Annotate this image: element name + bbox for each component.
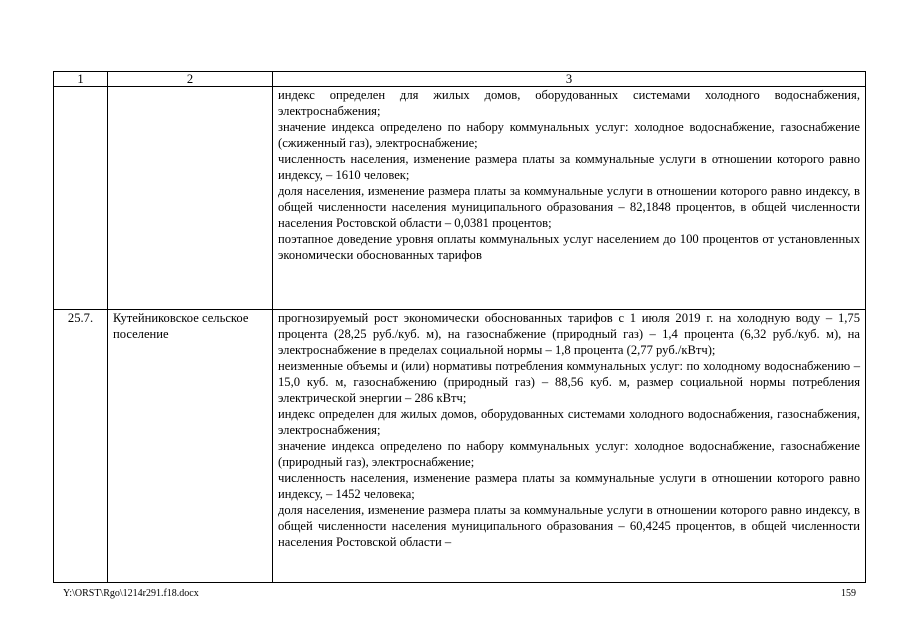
footer-file-path: Y:\ORST\Rgo\1214r291.f18.docx (63, 588, 199, 599)
paragraph: индекс определен для жилых домов, оборудованных системами холодного водоснабжения, электроснабжения; (278, 88, 860, 118)
row-number: 25.7. (54, 310, 108, 583)
paragraph: индекс определен для жилых домов, оборудованных системами холодного водоснабжения, газоснабжения, электроснабжения; (278, 407, 860, 437)
header-cell-1: 1 (54, 72, 108, 87)
document-table (53, 71, 866, 583)
page-number: 159 (841, 588, 856, 599)
paragraph: значение индекса определено по набору коммунальных услуг: холодное водоснабжение, газоснабжение (сжиженный газ), электроснабжение; (278, 120, 860, 150)
paragraph: численность населения, изменение размера платы за коммунальные услуги в отношении которого равно индексу, – 1610 человек; (278, 152, 860, 182)
paragraph: доля населения, изменение размера платы за коммунальные услуги в отношении которого равно индексу, в общей численности населения муниципального образования – 60,4245 процентов, в общей численности населения Ростовской области – (278, 503, 860, 549)
row-description (273, 310, 866, 583)
paragraph: численность населения, изменение размера платы за коммунальные услуги в отношении которого равно индексу, – 1452 человека; (278, 471, 860, 501)
paragraph: значение индекса определено по набору коммунальных услуг: холодное водоснабжение, газоснабжение (природный газ), электроснабжение; (278, 439, 860, 469)
paragraph: поэтапное доведение уровня оплаты коммунальных услуг населением до 100 процентов от установленных экономически обоснованных тарифов (278, 232, 860, 262)
row-name (108, 87, 273, 310)
header-cell-2: 2 (108, 72, 273, 87)
paragraph: прогнозируемый рост экономически обоснованных тарифов с 1 июля 2019 г. на холодную воду – 1,75 процента (28,25 руб./куб. м), на газоснабжение (природный газ) – 1,4 процента (6,32 руб./куб. м), на электроснабжение в пределах социальной нормы – 1,8 процента (2,77 руб./кВтч); (278, 311, 860, 357)
row-description (273, 87, 866, 310)
table-row (54, 87, 866, 310)
paragraph: неизменные объемы и (или) нормативы потребления коммунальных услуг: по холодному водоснабжению – 15,0 куб. м, газоснабжению (природный газ) – 88,56 куб. м, размер социальной нормы потребления электрической энергии – 286 кВтч; (278, 359, 860, 405)
row-number (54, 87, 108, 310)
table-header-row (54, 72, 866, 87)
paragraph: доля населения, изменение размера платы за коммунальные услуги в отношении которого равно индексу, в общей численности населения муниципального образования – 82,1848 процентов, в общей численности населения Ростовской области – 0,0381 процентов; (278, 184, 860, 230)
row-name: Кутейниковское сельское поселение (108, 310, 273, 583)
table-row (54, 310, 866, 583)
header-cell-3: 3 (273, 72, 866, 87)
